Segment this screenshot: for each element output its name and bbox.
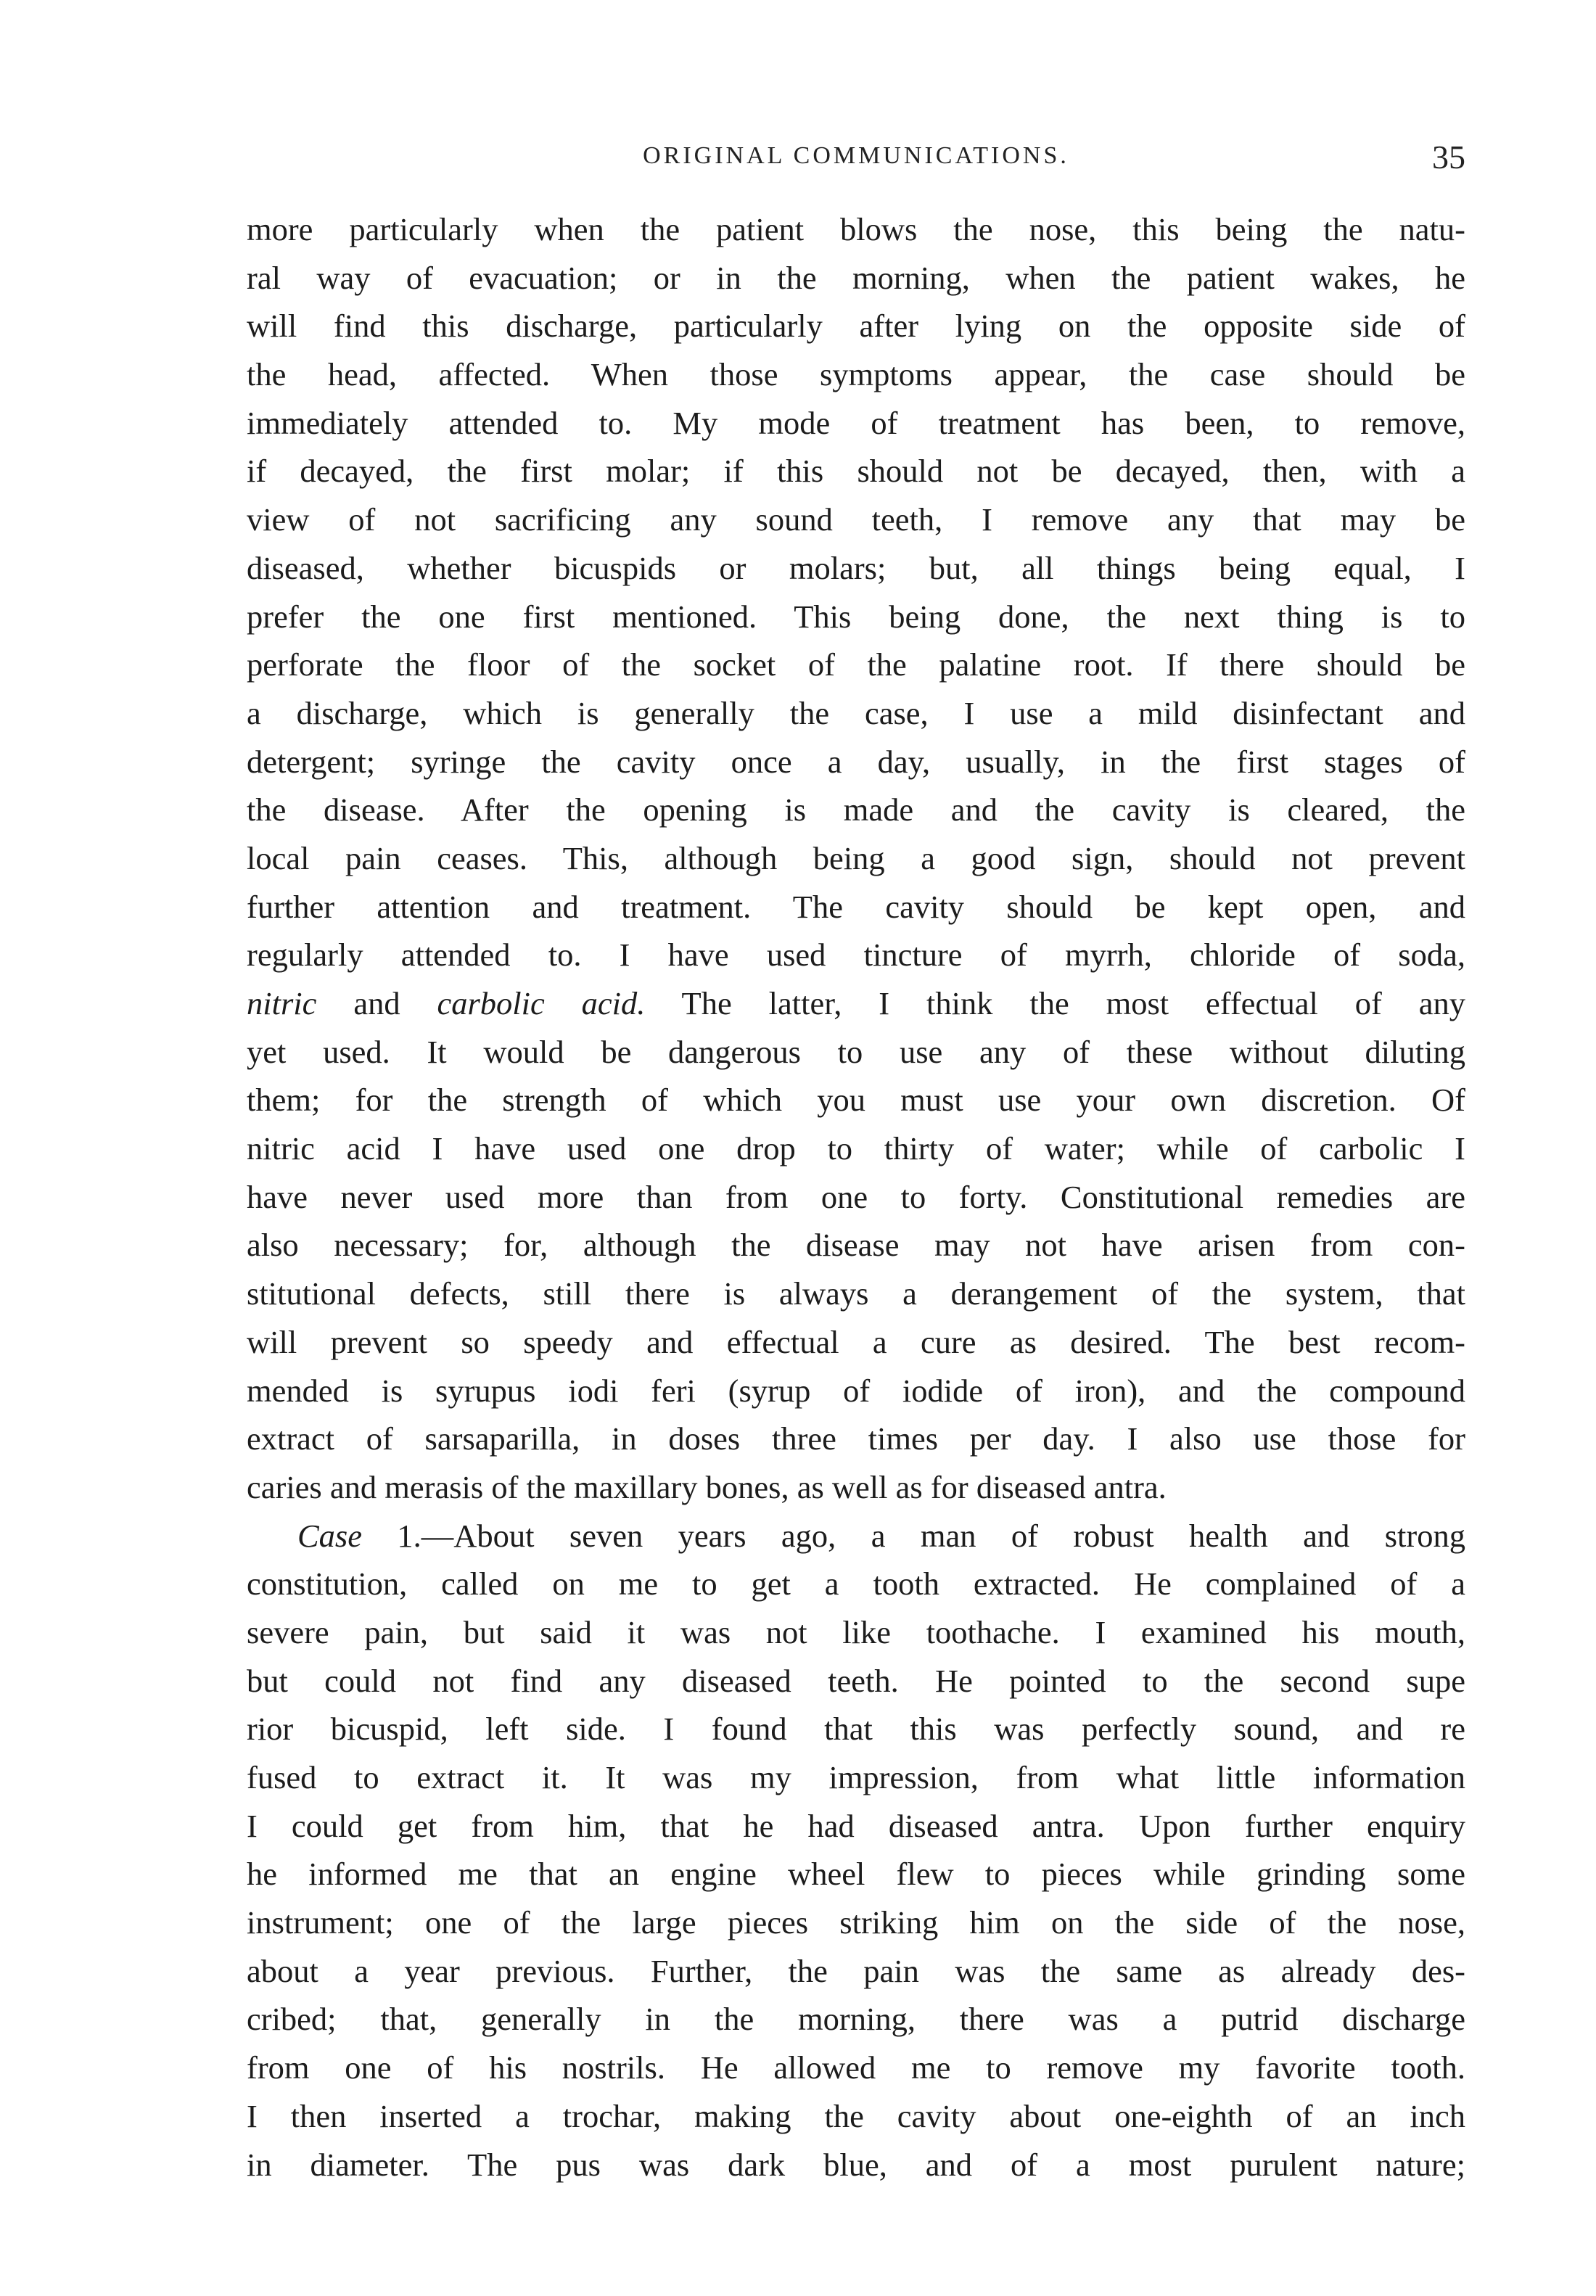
running-title: ORIGINAL COMMUNICATIONS.	[643, 142, 1069, 169]
text-line: nitric acid I have used one drop to thirty of water; while of carbolic I	[247, 1130, 1465, 1167]
text-line: from one of his nostrils. He allowed me to remove my favorite tooth.	[247, 2049, 1465, 2086]
text-line: them; for the strength of which you must use your own discretion. Of	[247, 1082, 1465, 1119]
text-fragment: The latter, I think the most effectual of any	[645, 985, 1465, 1021]
text-line: fused to extract it. It was my impression, from what little information	[247, 1759, 1465, 1795]
case-heading-line	[247, 1512, 1465, 1560]
italic-term: carbolic acid.	[437, 985, 646, 1021]
text-line: view of not sacrificing any sound teeth, I remove any that may be	[247, 501, 1465, 538]
text-line: in diameter. The pus was dark blue, and of a most purulent nature;	[247, 2146, 1465, 2183]
text-line: the disease. After the opening is made and the cavity is cleared, the	[247, 791, 1465, 828]
text-line-italic-mix	[247, 979, 1465, 1028]
text-line: cribed; that, generally in the morning, there was a putrid discharge	[247, 2001, 1465, 2038]
text-line: more particularly when the patient blows the nose, this being the natu-	[247, 211, 1465, 247]
text-line: I then inserted a trochar, making the cavity about one-eighth of an inch	[247, 2097, 1465, 2134]
text-line: a discharge, which is generally the case, I use a mild disinfectant and	[247, 694, 1465, 731]
text-line: will find this discharge, particularly after lying on the opposite side of	[247, 308, 1465, 345]
text-line: have never used more than from one to forty. Constitutional remedies are	[247, 1178, 1465, 1215]
body-text	[247, 205, 1465, 2189]
text-line: immediately attended to. My mode of treatment has been, to remove,	[247, 404, 1465, 441]
text-line: extract of sarsaparilla, in doses three times per day. I also use those for	[247, 1420, 1465, 1457]
text-line: I could get from him, that he had diseased antra. Upon further enquiry	[247, 1807, 1465, 1844]
text-fragment: 1.—About seven years ago, a man of robust health and strong	[362, 1517, 1465, 1554]
text-line: he informed me that an engine wheel flew to pieces while grinding some	[247, 1856, 1465, 1893]
text-fragment: and	[316, 985, 437, 1021]
text-line: yet used. It would be dangerous to use any of these without diluting	[247, 1033, 1465, 1070]
text-line: but could not find any diseased teeth. He pointed to the second supe	[247, 1662, 1465, 1699]
text-line: regularly attended to. I have used tincture of myrrh, chloride of soda,	[247, 937, 1465, 974]
text-line: diseased, whether bicuspids or molars; but, all things being equal, I	[247, 549, 1465, 586]
text-line: stitutional defects, still there is always a derangement of the system, that	[247, 1275, 1465, 1312]
case-label: Case	[297, 1517, 362, 1554]
page-number: 35	[1432, 139, 1465, 176]
text-line: also necessary; for, although the disease may not have arisen from con-	[247, 1227, 1465, 1264]
text-line: constitution, called on me to get a tooth extracted. He complained of a	[247, 1565, 1465, 1602]
text-line: detergent; syringe the cavity once a day, usually, in the first stages of	[247, 743, 1465, 780]
text-line: if decayed, the first molar; if this should not be decayed, then, with a	[247, 453, 1465, 490]
text-line: mended is syrupus iodi feri (syrup of iodide of iron), and the compound	[247, 1372, 1465, 1409]
text-line: caries and merasis of the maxillary bones, as well as for diseased antra.	[247, 1468, 1167, 1505]
text-line: the head, affected. When those symptoms appear, the case should be	[247, 356, 1465, 393]
text-line: prefer the one first mentioned. This being done, the next thing is to	[247, 598, 1465, 635]
text-line: about a year previous. Further, the pain was the same as already des-	[247, 1952, 1465, 1989]
text-line: instrument; one of the large pieces striking him on the side of the nose,	[247, 1904, 1465, 1941]
text-line: further attention and treatment. The cavity should be kept open, and	[247, 888, 1465, 925]
text-line: local pain ceases. This, although being a good sign, should not prevent	[247, 839, 1465, 876]
text-line: severe pain, but said it was not like toothache. I examined his mouth,	[247, 1613, 1465, 1650]
text-line: will prevent so speedy and effectual a cure as desired. The best recom-	[247, 1323, 1465, 1360]
text-line: rior bicuspid, left side. I found that this was perfectly sound, and re	[247, 1711, 1465, 1748]
text-line: ral way of evacuation; or in the morning, when the patient wakes, he	[247, 259, 1465, 296]
running-head	[247, 138, 1465, 196]
text-line: perforate the floor of the socket of the palatine root. If there should be	[247, 646, 1465, 683]
italic-term: nitric	[247, 985, 317, 1021]
